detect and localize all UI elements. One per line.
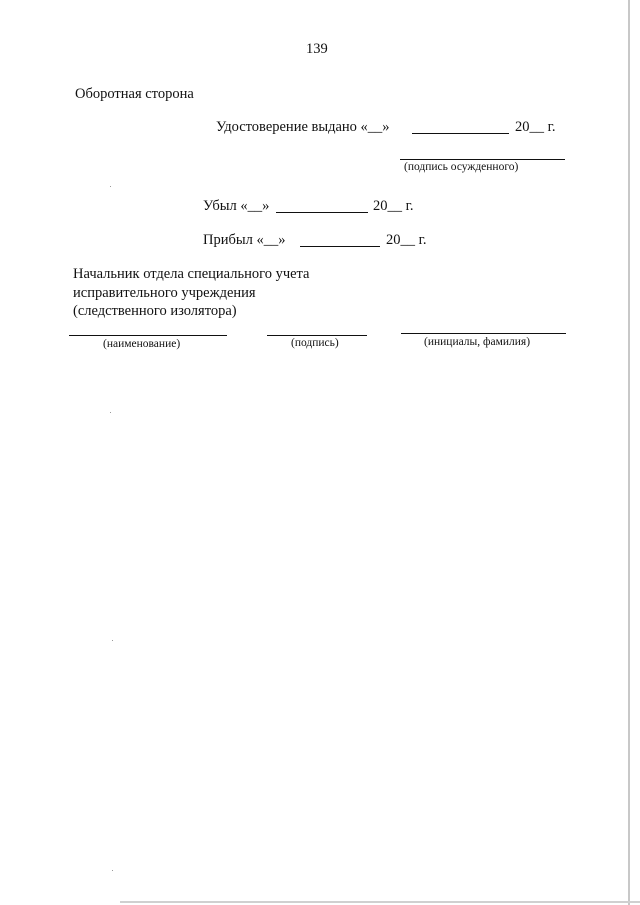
scan-speck [110, 412, 111, 413]
arrived-label: Прибыл «__» [203, 232, 286, 248]
scan-speck [112, 640, 113, 641]
departed-year: 20__ г. [373, 198, 414, 214]
issued-year: 20__ г. [515, 119, 556, 135]
section-heading: Оборотная сторона [75, 86, 194, 102]
head-title-line3: (следственного изолятора) [73, 303, 237, 319]
initials-signature-line [401, 333, 566, 334]
departed-label: Убыл «__» [203, 198, 270, 214]
name-caption: (наименование) [103, 338, 181, 350]
page-number: 139 [306, 41, 328, 57]
page-edge-right [628, 0, 630, 905]
scan-speck [110, 186, 111, 187]
page-edge-bottom [120, 901, 640, 903]
name-signature-line [69, 335, 227, 336]
head-title-line1: Начальник отдела специального учета [73, 266, 310, 282]
convict-signature-caption: (подпись осужденного) [404, 161, 519, 173]
head-title-line2: исправительного учреждения [73, 285, 256, 301]
issued-blank-line [412, 133, 509, 134]
initials-caption: (инициалы, фамилия) [424, 336, 531, 348]
departed-blank-line [276, 212, 368, 213]
signature-caption: (подпись) [291, 337, 339, 349]
issued-label: Удостоверение выдано «__» [216, 119, 390, 135]
arrived-blank-line [300, 246, 380, 247]
signature-line [267, 335, 367, 336]
scan-speck [112, 870, 113, 871]
arrived-year: 20__ г. [386, 232, 427, 248]
convict-signature-line [400, 159, 565, 160]
